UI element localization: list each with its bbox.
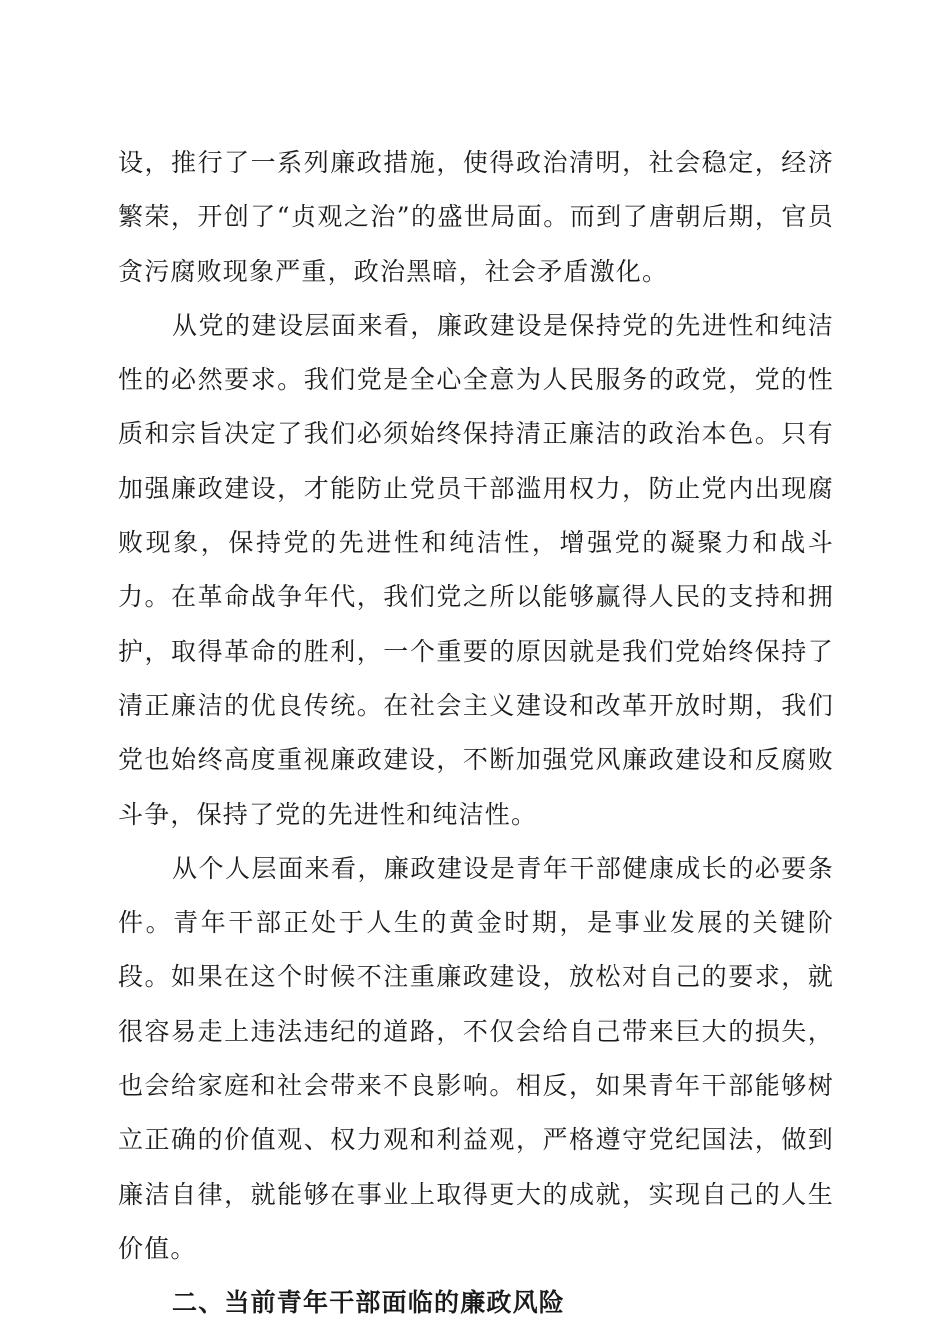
document-body (118, 136, 834, 1331)
paragraph-continuation: 设，推行了一系列廉政措施，使得政治清明，社会稳定，经济繁荣，开创了“贞观之治”的盛世局面。而到了唐朝后期，官员贪污腐败现象严重，政治黑暗，社会矛盾激化。 (118, 148, 834, 286)
section-heading: 二、当前青年干部面临的廉政风险 (172, 1288, 566, 1318)
paragraph-party-building: 从党的建设层面来看，廉政建设是保持党的先进性和纯洁性的必然要求。我们党是全心全意为人民服务的政党，党的性质和宗旨决定了我们必须始终保持清正廉洁的政治本色。只有加强廉政建设，才能防止党员干部滥用权力，防止党内出现腐败现象，保持党的先进性和纯洁性，增强党的凝聚力和战斗力。在革命战争年代，我们党之所以能够赢得人民的支持和拥护，取得革命的胜利，一个重要的原因就是我们党始终保持了清正廉洁的优良传统。在社会主义建设和改革开放时期，我们党也始终高度重视廉政建设，不断加强党风廉政建设和反腐败斗争，保持了党的先进性和纯洁性。 (118, 310, 834, 829)
paragraph-personal-level: 从个人层面来看，廉政建设是青年干部健康成长的必要条件。青年干部正处于人生的黄金时期，是事业发展的关键阶段。如果在这个时候不注重廉政建设，放松对自己的要求，就很容易走上违法违纪的道路，不仅会给自己带来巨大的损失，也会给家庭和社会带来不良影响。相反，如果青年干部能够树立正确的价值观、权力观和利益观，严格遵守党纪国法，做到廉洁自律，就能够在事业上取得更大的成就，实现自己的人生价值。 (118, 853, 834, 1263)
